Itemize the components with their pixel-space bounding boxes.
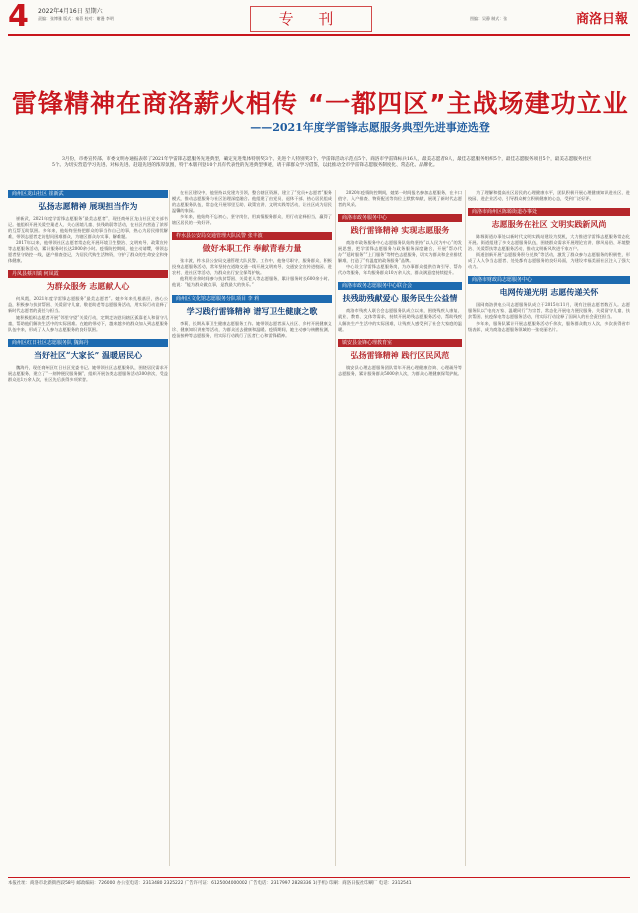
article-paragraph: 中心设立学雷锋志愿服务岗，为办事群众提供咨询引导、帮办代办等服务，年均服务群众10万余人次，群众满意度持续提升。: [338, 264, 462, 276]
column-2: [172, 190, 332, 866]
article: [338, 339, 462, 377]
article-paragraph: 多年来，服务队累计开展志愿服务活动千余次，服务群众数万人次，多次获得省市级表彰，成为商洛志愿服务领域的一张亮丽名片。: [468, 320, 630, 332]
article-byline-band: 商洛市政务服务中心: [338, 214, 462, 222]
article: [172, 190, 332, 226]
article-paragraph: 2020年疫情防控期间，她第一时间报名参加志愿服务，在卡口值守、入户排查、物资配送等岗位上默默奉献，展现了新时代志愿者的风采。: [338, 190, 462, 208]
article-title: 志愿服务在社区 文明实践新风尚: [491, 219, 607, 230]
article-paragraph: 她积极组织志愿者开展“邻里守望”关爱行动，定期走访慰问辖区孤寡老人和留守儿童，帮助他们解决生活中的实际困难。在她的带动下，越来越多的群众加入到志愿服务队伍中来，形成了人人参与志愿服务的良好氛围。: [8, 314, 168, 332]
article-byline-band: 商州区红日社区志愿服务队 魏海丹: [8, 339, 168, 347]
article-paragraph: 镇安县心理志愿服务团队常年开展心理健康咨询、心理疏导等志愿服务，累计服务群众5000余人次，为群众心理健康保驾护航。: [338, 364, 462, 376]
sub-headline: ——2021年度学雷锋志愿服务典型先进事迹选登: [250, 121, 490, 134]
article-title: 弘扬志愿精神 展现担当作为: [38, 201, 138, 211]
article-byline-band: 商洛市政务志愿服务中心联合会: [338, 282, 462, 290]
article-title: 电网传递光明 志愿传递关怀: [499, 287, 599, 298]
footer-rule: [8, 877, 630, 878]
article: [338, 190, 462, 208]
article: [8, 270, 168, 332]
article-paragraph: 张丰波，柞水县公安局交通管理大队民警。工作中，他恪尽职守，服务群众，积极投身志愿服务活动，常年坚持在道路交通一线开展文明劝导、交通安全宣传进校园、进农村、进社区等活动，为群众出行安全保驾护航。: [172, 258, 332, 276]
article-title: 为群众服务 志愿献人心: [46, 281, 130, 292]
column-3: [338, 190, 462, 866]
article-paragraph: 2017年以来，他带领社区志愿者常态化开展环境卫生整治、文明劝导、政策宣传等志愿服务活动，累计服务时长达2000余小时。疫情防控期间，他主动请缨，带领志愿者坚守防控一线，逐户排查登记，为居民代购生活物资，守护了群众的生命安全和身体健康。: [8, 240, 168, 264]
article-paragraph: 何凤霞，2021年度学雷锋志愿服务“最美志愿者”。她多年来扎根基层，热心公益，积极参与扶贫帮困、关爱留守儿童、敬老助老等志愿服务活动，用实际行动诠释了新时代志愿者的责任与担当。: [8, 296, 168, 314]
article-paragraph: 他利用业余时间参与扶贫帮困、关爱老人等志愿服务，累计服务时长600余小时。他说：“能为群众做点事，是我最大的快乐。”: [172, 276, 332, 288]
footer-info: 本报社址：商洛市北新街西段58号 邮政编码：726000 办公室电话：2313480 2325222 广告许可证：6125004000002 广告电话：2317997 2828336 1(手机) 印刷：商洛日报社印刷厂 电话：2312541: [8, 881, 412, 886]
issue-date: 2022年4月16日 星期六: [38, 8, 103, 15]
article-paragraph: 多年来，他始终不忘初心，坚守岗位，用真情服务群众，用行动诠释担当，赢得了辖区居民的一致好评。: [172, 214, 332, 226]
article-paragraph: 在社区建设中，他坚持以党建为引领，整合辖区资源，建立了“党员+志愿者”服务模式，推动志愿服务与社区治理深度融合。他组建了由党员、退休干部、热心居民组成的志愿服务队伍，常态化开展邻里互助、政策宣讲、文明实践等活动，让社区成为居民温馨的家园。: [172, 190, 332, 214]
column-divider: [335, 190, 336, 866]
article-title: 扶残助残献爱心 服务民生公益情: [342, 293, 458, 304]
layout-credits: 图编：吴静 制式：张: [470, 16, 508, 21]
article: [172, 295, 332, 339]
article-byline-band: 镇安县金锋心理教育室: [338, 339, 462, 347]
article: [338, 214, 462, 276]
article-title: 当好社区“大家长” 温暖居民心: [34, 349, 142, 360]
article-title: 做好本职工作 奉献青春力量: [202, 243, 302, 254]
column-divider: [465, 190, 466, 866]
page-number: 4: [8, 0, 29, 34]
article-byline-band: 柞水县公安局交通管理大队民警 张丰波: [172, 232, 332, 240]
editor-credits: 责编：张博雅 版式：秦蓓 校对：谢漫 李明: [38, 16, 114, 21]
article-title: 学习践行雷锋精神 谱写卫生健康之歌: [186, 305, 318, 316]
newspaper-logo: 商洛日報: [576, 12, 629, 27]
article: [172, 232, 332, 288]
article: [338, 282, 462, 332]
article-paragraph: 商洛市政务服务中心志愿服务队始终坚持“以人民为中心”的发展思想，把学雷锋志愿服务与政务服务深度融合，开展“帮办代办”“延时服务”“上门服务”等特色志愿服务，切实为群众和企业排忧解难，打造了“有温度的政务服务”品牌。: [338, 240, 462, 264]
article-title: 弘扬雷锋精神 践行区民风范: [350, 349, 450, 360]
article-byline-band: 丹凤县蔡川镇 何凤霞: [8, 270, 168, 278]
article-paragraph: 李莉，长期从事卫生健康志愿服务工作。她带领志愿者深入社区、乡村开展健康义诊、健康知识讲座等活动，为群众送去健康和温暖。疫情期间，她主动参与核酸检测、疫苗接种等志愿服务，用实际行动践行了医者仁心和雷锋精神。: [172, 320, 332, 338]
main-headline: 雷锋精神在商洛薪火相传 “一都四区”主战场建功立业: [12, 89, 629, 118]
article-paragraph: 魏海丹，现任商州区红日社区党委书记。她带领社区志愿服务队，围绕居民需求开展志愿服务，建立了“一刻钟便民服务圈”，组织开展各类志愿服务活动300余次，受益群众达1万余人次，社区先后获得多项荣誉。: [8, 364, 168, 382]
article-paragraph: 陈塬街道办事处以新时代文明实践站建设为契机，大力推进学雷锋志愿服务常态化开展。街道组建了多支志愿服务队伍，围绕群众需求开展理论宣讲、移风易俗、环境整治、关爱帮扶等志愿服务活动，推动文明新风吹进千家万户。: [468, 234, 630, 252]
column-divider: [169, 190, 170, 866]
article-byline-band: 商洛市财政局志愿服务中心: [468, 276, 630, 284]
article-paragraph: 街道创新开展“志愿服务积分兑换”等活动，激发了群众参与志愿服务的积极性，形成了人人争当志愿者、处处都有志愿服务的良好局面，为建设幸福美丽社区注入了强大动力。: [468, 252, 630, 270]
header-rule: [8, 34, 630, 36]
article-paragraph: 为了理解和提高社区居民的心理健康水平，团队积极开展心理健康知识进社区、进校园、进企业活动，引导群众树立积极健康的心态，受到广泛好评。: [468, 190, 630, 202]
section-name: 专 刊: [250, 6, 372, 32]
page-header: [0, 0, 638, 34]
article-byline-band: 商州区龙山社区 崔新武: [8, 190, 168, 198]
article: [468, 190, 630, 202]
article: [468, 276, 630, 332]
column-4: [468, 190, 630, 866]
article-byline-band: 商洛市商州区陈塬街道办事处: [468, 208, 630, 216]
article-title: 践行雷锋精神 实现志愿服务: [350, 225, 450, 236]
intro-paragraph: 3月份，市委宣传部、市委文明办通报表彰了2021年学雷锋志愿服务先进典型，确定先进集体特别奖3个、先进个人特别奖3个、学雷锋活动示范点5个、商洛市学雷锋标兵16人，最美志愿者8人，最佳志愿服务组织5个，最佳志愿服务项目5个，最美志愿服务社区5个。为切实营造学习先进、对标先进、赶超先进的浓厚氛围，特于本版刊登10个具有代表性的先进典型事迹，请干部群众学习借鉴，以此推动全市学雷锋志愿服务制度化、常态化、品牌化。: [52, 157, 592, 169]
article-paragraph: 商洛市残疾人联合会志愿服务队成立以来，围绕残疾人康复、就业、教育、文体等需求，持续开展助残志愿服务活动，帮助残疾人解决生产生活中的实际困难，让残疾人感受到了社会大家庭的温暖。: [338, 308, 462, 332]
article: [8, 190, 168, 264]
article-paragraph: 崔新武，2021年度学雷锋志愿服务“最美志愿者”，现任商州区龙山社区党支部书记。他组织开展关爱空巢老人、关心困境儿童、扶残助弱等活动，在社区内营造了浓厚的互帮互助氛围。多年来，他始终坚持把群众的事当作自己的事，热心为居民排忧解难，带领志愿者走访慰问困难群众，为辖区群众办实事、解难题。: [8, 216, 168, 240]
article: [8, 339, 168, 383]
article-paragraph: 国网商洛供电公司志愿服务队成立于2015年11月，现有注册志愿者数百人。志愿服务队以“电亮万家、温暖同行”为宗旨，常态化开展电力便民服务、关爱留守儿童、扶贫帮困、抗疫保电等志愿服务活动，用实际行动诠释了国网人的社会责任担当。: [468, 302, 630, 320]
column-1: [8, 190, 168, 866]
article-byline-band: 商州区文化馆志愿服务分队项目 李 莉: [172, 295, 332, 303]
article: [468, 208, 630, 270]
